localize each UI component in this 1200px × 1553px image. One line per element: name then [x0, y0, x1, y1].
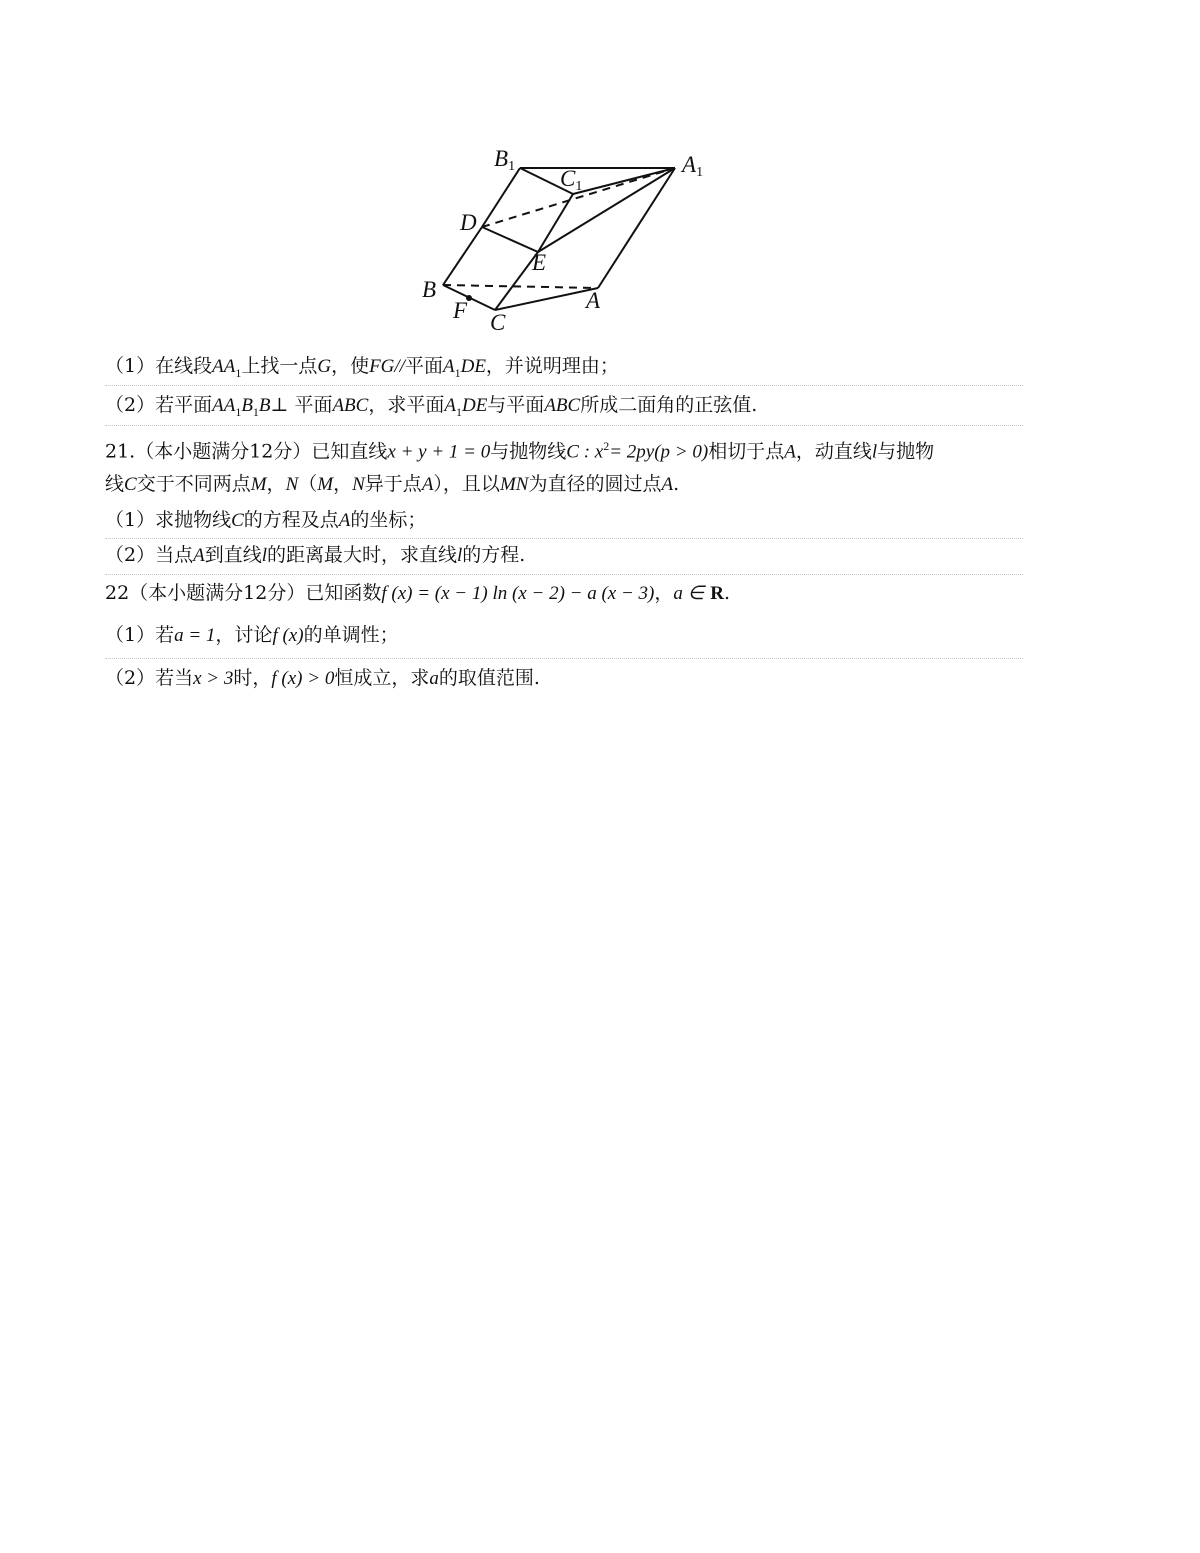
prism-diagram — [410, 140, 730, 340]
q21-part1: （1）求抛物线C的方程及点A的坐标； — [105, 509, 427, 531]
label-c: C — [490, 310, 506, 335]
q22-stem: 22（本小题满分12分）已知函数f (x) = (x − 1) ln (x − 2) − a (x − 3)，a ∈ R. — [105, 582, 731, 604]
edge-d-b — [443, 227, 482, 285]
label-d: D — [460, 210, 477, 235]
q20-part1: （1）在线段$AA_1$上找一点G，使FG//平面$A_1DE$，并说明理由； — [105, 355, 619, 380]
prism-figure — [410, 140, 730, 340]
edge-e-a1 — [538, 168, 675, 252]
edge-c-a — [495, 288, 598, 310]
label-e: E — [532, 250, 547, 275]
separator — [105, 538, 1023, 539]
separator — [105, 574, 1023, 575]
edge-a-a1 — [598, 168, 675, 288]
q21-stem-line1: 21.（本小题满分12分）已知直线x + y + 1 = 0与抛物线C : $x^2= 2py(p > 0)$相切于点A，动直线l与抛物 — [105, 439, 935, 463]
label-a1: A1 — [682, 152, 704, 180]
q20-part2: （2）若平面$AA_1B_1B\perp$ 平面ABC，求平面$A_1DE$与平面ABC所成二面角的正弦值. — [105, 394, 758, 419]
q21-part2: （2）当点A到直线l的距离最大时，求直线l的方程. — [105, 544, 526, 566]
dashed-d-a1 — [482, 168, 675, 227]
label-a: A — [586, 288, 601, 313]
label-b1: B1 — [494, 146, 516, 174]
label-f: F — [453, 298, 468, 323]
edge-c1-e — [538, 194, 573, 252]
q22-part1: （1）若a = 1，讨论f (x)的单调性； — [105, 624, 399, 646]
q22-part2: （2）若当x > 3时，f (x) > 0恒成立，求a的取值范围. — [105, 667, 540, 689]
separator — [105, 425, 1023, 426]
separator — [105, 658, 1023, 659]
label-c1: C1 — [560, 166, 583, 194]
separator — [105, 385, 1023, 386]
edge-d-e — [482, 227, 538, 252]
q21-stem-line2: 线C交于不同两点M，N（M，N异于点A），且以MN为直径的圆过点A. — [105, 473, 680, 495]
dashed-b-a — [443, 285, 598, 288]
label-b: B — [422, 277, 437, 302]
